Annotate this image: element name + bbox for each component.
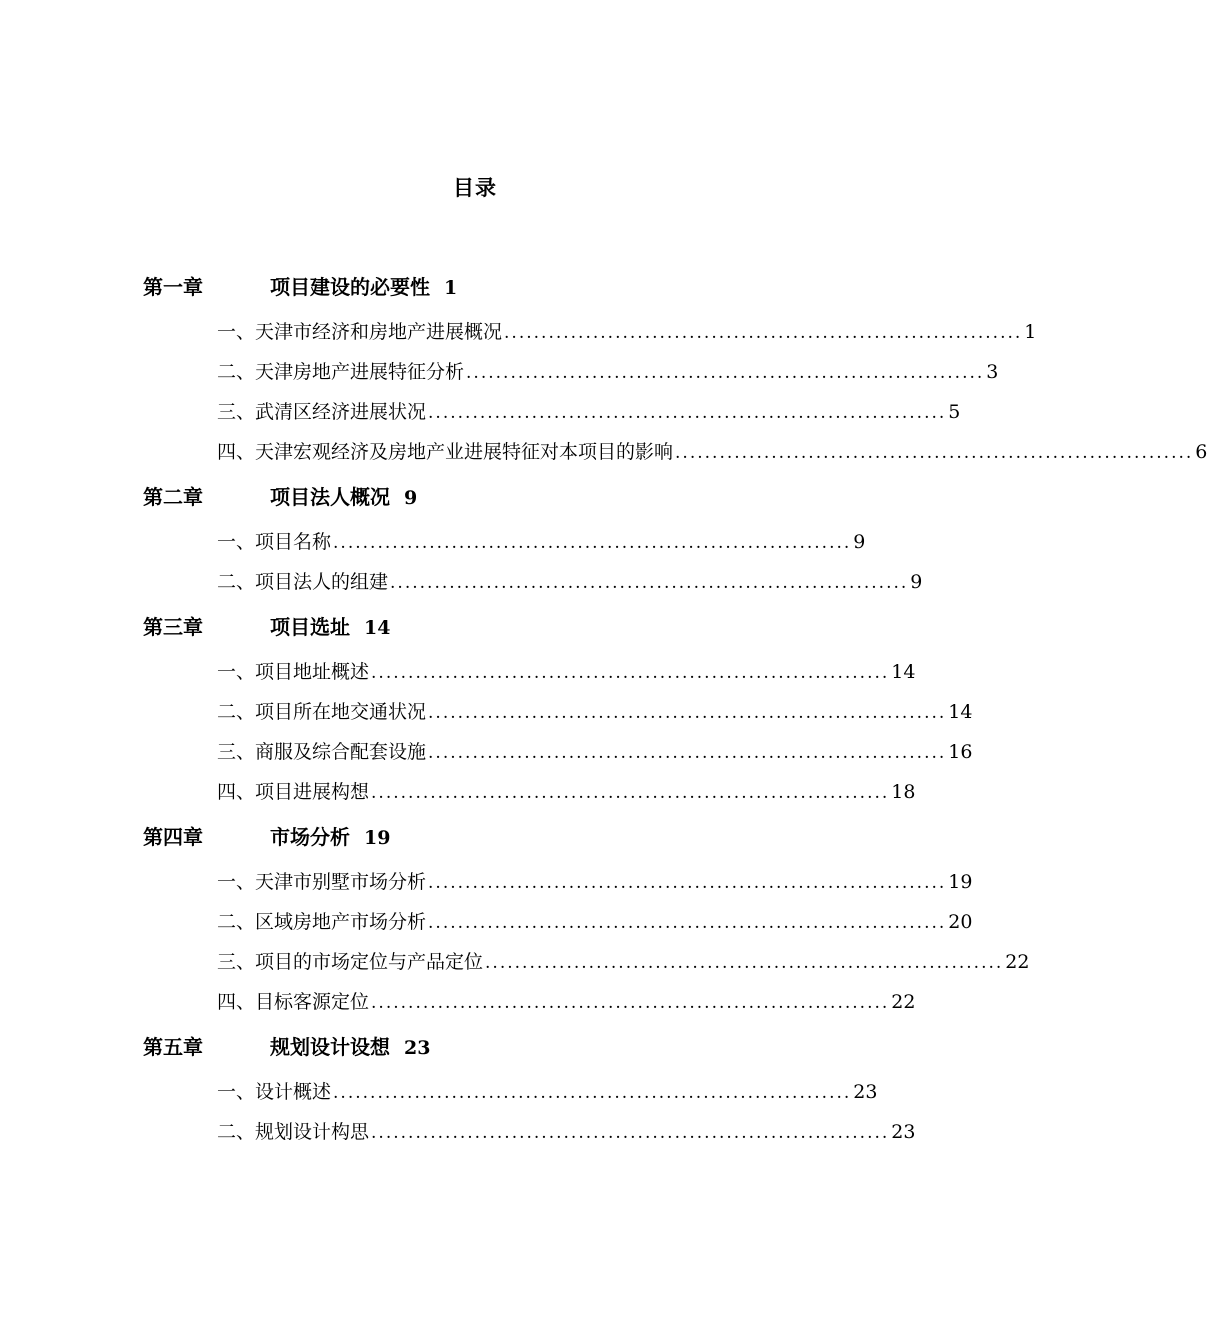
entry-label: 二、项目所在地交通状况 xyxy=(217,701,427,723)
entry-label: 一、天津市别墅市场分析 xyxy=(217,871,427,893)
leader-dots: ...................................................................... xyxy=(390,573,909,593)
toc-entry[interactable] xyxy=(0,1112,950,1152)
chapter-page: 1 xyxy=(444,277,458,299)
table-of-contents xyxy=(0,262,1207,1152)
toc-entry[interactable] xyxy=(0,1072,950,1112)
entry-label: 二、规划设计构思 xyxy=(217,1121,370,1143)
toc-entry[interactable] xyxy=(0,562,950,602)
chapter-page: 14 xyxy=(364,617,391,639)
chapter-title-text: 项目法人概况 xyxy=(270,485,390,509)
chapter-title xyxy=(270,602,390,653)
toc-entry[interactable] xyxy=(0,312,1037,352)
chapter-number: 第五章 xyxy=(143,1035,203,1059)
chapter-title xyxy=(270,472,417,523)
leader-dots: ...................................................................... xyxy=(428,873,947,893)
entry-label: 三、项目的市场定位与产品定位 xyxy=(217,951,484,973)
chapter-page: 23 xyxy=(404,1037,431,1059)
entry-page: 23 xyxy=(853,1081,878,1103)
toc-entry[interactable] xyxy=(0,772,950,812)
toc-entry[interactable] xyxy=(0,942,1030,982)
chapter-title xyxy=(270,1022,430,1073)
entry-page: 22 xyxy=(891,991,916,1013)
chapter-title xyxy=(270,812,390,863)
entry-label: 二、天津房地产进展特征分析 xyxy=(217,361,465,383)
leader-dots: ...................................................................... xyxy=(333,533,852,553)
chapter-page: 19 xyxy=(364,827,391,849)
entry-label: 一、项目地址概述 xyxy=(217,661,370,683)
toc-entry[interactable] xyxy=(0,432,1207,472)
leader-dots: ...................................................................... xyxy=(428,703,947,723)
chapter-title-text: 项目建设的必要性 xyxy=(270,275,430,299)
entry-page: 3 xyxy=(986,361,999,383)
leader-dots: ...................................................................... xyxy=(675,443,1194,463)
leader-dots: ...................................................................... xyxy=(428,913,947,933)
chapter-heading[interactable] xyxy=(0,262,950,312)
leader-dots: ...................................................................... xyxy=(466,363,985,383)
entry-page: 18 xyxy=(891,781,916,803)
chapter-heading[interactable] xyxy=(0,472,950,522)
entry-label: 四、天津宏观经济及房地产业进展特征对本项目的影响 xyxy=(217,441,674,463)
entry-page: 14 xyxy=(948,701,973,723)
leader-dots: ...................................................................... xyxy=(485,953,1004,973)
leader-dots: ...................................................................... xyxy=(428,403,947,423)
chapter-title xyxy=(270,262,457,313)
entry-label: 四、目标客源定位 xyxy=(217,991,370,1013)
entry-page: 20 xyxy=(948,911,973,933)
entry-page: 1 xyxy=(1024,321,1037,343)
entry-page: 22 xyxy=(1005,951,1030,973)
entry-page: 14 xyxy=(891,661,916,683)
toc-title: 目录 xyxy=(453,176,497,200)
toc-entry[interactable] xyxy=(0,352,999,392)
toc-entry[interactable] xyxy=(0,692,973,732)
entry-page: 9 xyxy=(910,571,923,593)
entry-page: 19 xyxy=(948,871,973,893)
toc-entry[interactable] xyxy=(0,862,973,902)
entry-label: 一、项目名称 xyxy=(217,531,332,553)
toc-entry[interactable] xyxy=(0,392,961,432)
leader-dots: ...................................................................... xyxy=(371,783,890,803)
entry-label: 三、武清区经济进展状况 xyxy=(217,401,427,423)
leader-dots: ...................................................................... xyxy=(371,1123,890,1143)
entry-page: 23 xyxy=(891,1121,916,1143)
chapter-number: 第一章 xyxy=(143,275,203,299)
leader-dots: ...................................................................... xyxy=(371,993,890,1013)
entry-label: 一、天津市经济和房地产进展概况 xyxy=(217,321,503,343)
entry-page: 16 xyxy=(948,741,973,763)
chapter-heading[interactable] xyxy=(0,812,950,862)
toc-entry[interactable] xyxy=(0,522,950,562)
entry-label: 一、设计概述 xyxy=(217,1081,332,1103)
toc-entry[interactable] xyxy=(0,652,950,692)
chapter-heading[interactable] xyxy=(0,602,950,652)
entry-label: 三、商服及综合配套设施 xyxy=(217,741,427,763)
entry-page: 9 xyxy=(853,531,866,553)
leader-dots: ...................................................................... xyxy=(333,1083,852,1103)
leader-dots: ...................................................................... xyxy=(371,663,890,683)
chapter-number: 第三章 xyxy=(143,615,203,639)
entry-label: 二、区域房地产市场分析 xyxy=(217,911,427,933)
chapter-title-text: 市场分析 xyxy=(270,825,350,849)
chapter-number: 第二章 xyxy=(143,485,203,509)
entry-label: 四、项目进展构想 xyxy=(217,781,370,803)
chapter-number: 第四章 xyxy=(143,825,203,849)
toc-entry[interactable] xyxy=(0,982,950,1022)
entry-page: 6 xyxy=(1195,441,1207,463)
entry-page: 5 xyxy=(948,401,961,423)
toc-entry[interactable] xyxy=(0,732,973,772)
chapter-title-text: 项目选址 xyxy=(270,615,350,639)
chapter-title-text: 规划设计设想 xyxy=(270,1035,390,1059)
toc-entry[interactable] xyxy=(0,902,973,942)
leader-dots: ...................................................................... xyxy=(428,743,947,763)
leader-dots: ...................................................................... xyxy=(504,323,1023,343)
chapter-heading[interactable] xyxy=(0,1022,950,1072)
entry-label: 二、项目法人的组建 xyxy=(217,571,389,593)
chapter-page: 9 xyxy=(404,487,418,509)
